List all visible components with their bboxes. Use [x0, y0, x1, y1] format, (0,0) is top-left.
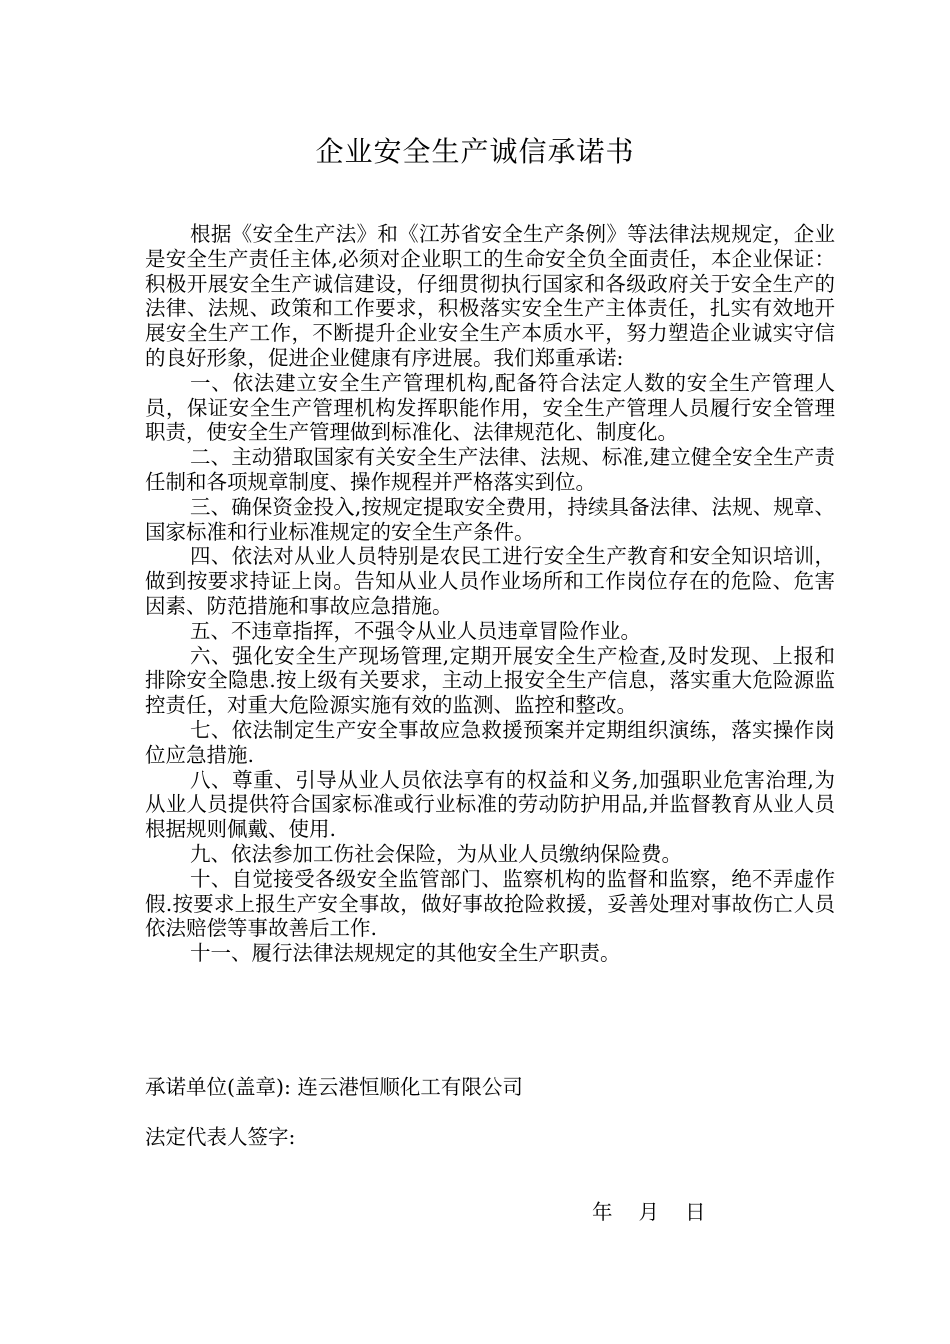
legal-representative-signature-line: 法定代表人签字:	[145, 1125, 296, 1149]
commitment-item-8: 八、尊重、引导从业人员依法享有的权益和义务,加强职业危害治理,为从业人员提供符合国家标准或行业标准的劳动防护用品,并监督教育从业人员根据规则佩戴、使用.	[145, 767, 835, 842]
commitment-item-6: 六、强化安全生产现场管理,定期开展安全生产检查,及时发现、上报和排除安全隐患.按上级有关要求，主动上报安全生产信息，落实重大危险源监控责任，对重大危险源实施有效的监测、监控和整改。	[145, 643, 835, 718]
intro-paragraph: 根据《安全生产法》和《江苏省安全生产条例》等法律法规规定，企业是安全生产责任主体,必须对企业职工的生命安全负全面责任，本企业保证：积极开展安全生产诚信建设，仔细贯彻执行国家和各级政府关于安全生产的法律、法规、政策和工作要求，积极落实安全生产主体责任，扎实有效地开展安全生产工作，不断提升企业安全生产本质水平，努力塑造企业诚实守信的良好形象，促进企业健康有序进展。我们郑重承诺:	[145, 222, 835, 370]
commitment-item-10: 十、自觉接受各级安全监管部门、监察机构的监督和监察，绝不弄虚作假.按要求上报生产安全事故，做好事故抢险救援，妥善处理对事故伤亡人员依法赔偿等事故善后工作.	[145, 866, 835, 941]
commitment-item-4: 四、依法对从业人员特别是农民工进行安全生产教育和安全知识培训，做到按要求持证上岗。告知从业人员作业场所和工作岗位存在的危险、危害因素、防范措施和事故应急措施。	[145, 544, 835, 618]
commitment-item-1: 一、依法建立安全生产管理机构,配备符合法定人数的安全生产管理人员，保证安全生产管理机构发挥职能作用，安全生产管理人员履行安全管理职责，使安全生产管理做到标准化、法律规范化、制度化。	[145, 370, 835, 445]
commitment-item-2: 二、主动猎取国家有关安全生产法律、法规、标准,建立健全安全生产责任制和各项规章制度、操作规程并严格落实到位。	[145, 445, 835, 494]
commitment-item-5: 五、不违章指挥，不强令从业人员违章冒险作业。	[190, 618, 641, 643]
document-title: 企业安全生产诚信承诺书	[315, 135, 635, 168]
company-signature-line: 承诺单位(盖章): 连云港恒顺化工有限公司	[145, 1075, 523, 1099]
date-month-label: 月	[638, 1200, 659, 1224]
commitment-item-7: 七、依法制定生产安全事故应急救援预案并定期组织演练，落实操作岗位应急措施.	[145, 717, 835, 767]
date-year-label: 年	[592, 1200, 613, 1224]
commitment-item-3: 三、确保资金投入,按规定提取安全费用，持续具备法律、法规、规章、国家标准和行业标准规定的安全生产条件。	[145, 494, 835, 544]
commitment-item-9: 九、依法参加工伤社会保险，为从业人员缴纳保险费。	[190, 841, 682, 866]
document-body	[145, 222, 835, 966]
date-line	[592, 1195, 706, 1225]
commitment-item-11: 十一、履行法律法规规定的其他安全生产职责。	[190, 941, 621, 966]
date-day-label: 日	[685, 1200, 706, 1224]
